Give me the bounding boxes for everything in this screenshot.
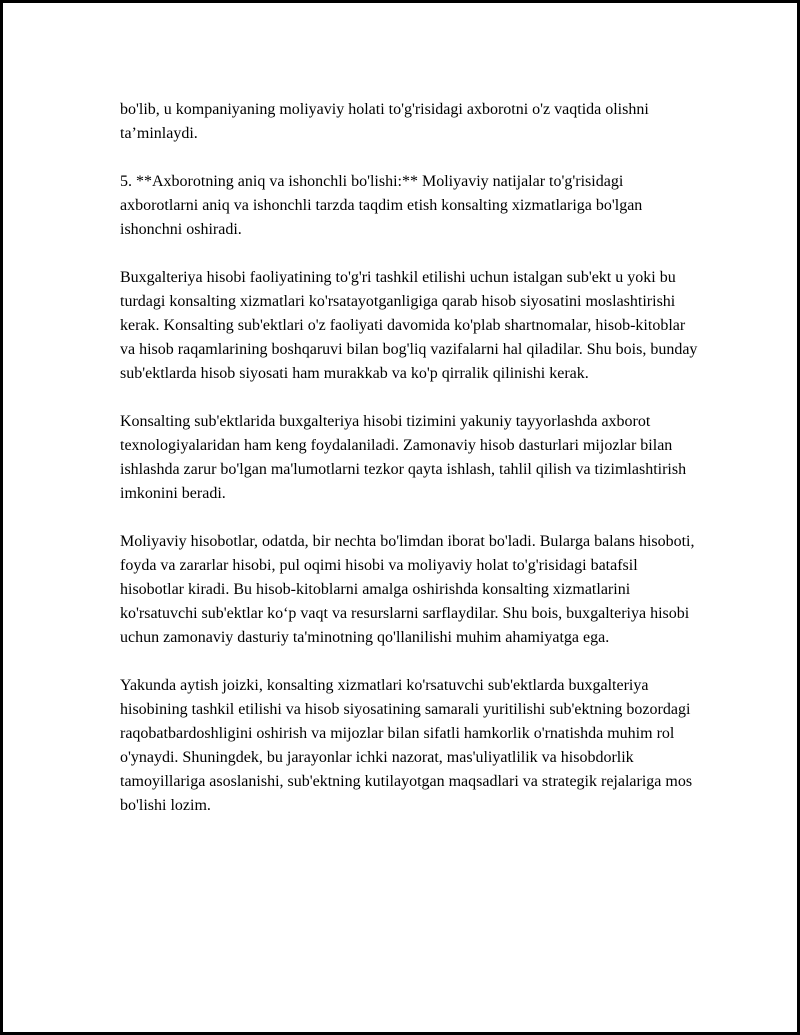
paragraph-continuation: bo'lib, u kompaniyaning moliyaviy holati to'g'risidagi axborotni o'z vaqtida olishni ta’minlaydi. <box>120 101 649 142</box>
document-body <box>120 98 700 842</box>
paragraph-information-technology: Konsalting sub'ektlarida buxgalteriya hisobi tizimini yakuniy tayyorlashda axborot texnologiyalaridan ham keng foydalaniladi. Zamonaviy hisob dasturlari mijozlar bilan ishlashda zarur bo'lgan ma'lumotlarni tezkor qayta ishlash, tahlil qilish va tizimlashtirish imkonini beradi. <box>120 413 687 502</box>
paragraph-point-5: 5. **Axborotning aniq va ishonchli bo'lishi:** Moliyaviy natijalar to'g'risidagi axborotlarni aniq va ishonchli tarzda taqdim etish konsalting xizmatlariga bo'lgan ishonchni oshiradi. <box>120 173 643 238</box>
paragraph-financial-reports: Moliyaviy hisobotlar, odatda, bir nechta bo'limdan iborat bo'ladi. Bularga balans hisoboti, foyda va zararlar hisobi, pul oqimi hisobi va moliyaviy holat to'g'risidagi batafsil hisobotlar kiradi. Bu hisob-kitoblarni amalga oshirishda konsalting xizmatlarini ko'rsatuvchi sub'ektlar ko‘p vaqt va resurslarni sarflaydilar. Shu bois, buxgalteriya hisobi uchun zamonaviy dasturiy ta'minotning qo'llanilishi muhim ahamiyatga ega. <box>120 533 695 646</box>
paragraph-accounting-policy: Buxgalteriya hisobi faoliyatining to'g'ri tashkil etilishi uchun istalgan sub'ekt u yoki bu turdagi konsalting xizmatlari ko'rsatayotganligiga qarab hisob siyosatini moslashtirishi kerak. Konsalting sub'ektlari o'z faoliyati davomida ko'plab shartnomalar, hisob-kitoblar va hisob raqamlarining boshqaruvi bilan bog'liq vazifalarni hal qiladilar. Shu bois, bunday sub'ektlarda hisob siyosati ham murakkab va ko'p qirralik qilinishi kerak. <box>120 269 698 382</box>
paragraph-conclusion: Yakunda aytish joizki, konsalting xizmatlari ko'rsatuvchi sub'ektlarda buxgalteriya hisobining tashkil etilishi va hisob siyosatining samarali yuritilishi sub'ektning bozordagi raqobatbardoshligini oshirish va mijozlar bilan sifatli hamkorlik o'rnatishda muhim rol o'ynaydi. Shuningdek, bu jarayonlar ichki nazorat, mas'uliyatlilik va hisobdorlik tamoyillariga asoslanishi, sub'ektning kutilayotgan maqsadlari va strategik rejalariga mos bo'lishi lozim. <box>120 677 693 814</box>
